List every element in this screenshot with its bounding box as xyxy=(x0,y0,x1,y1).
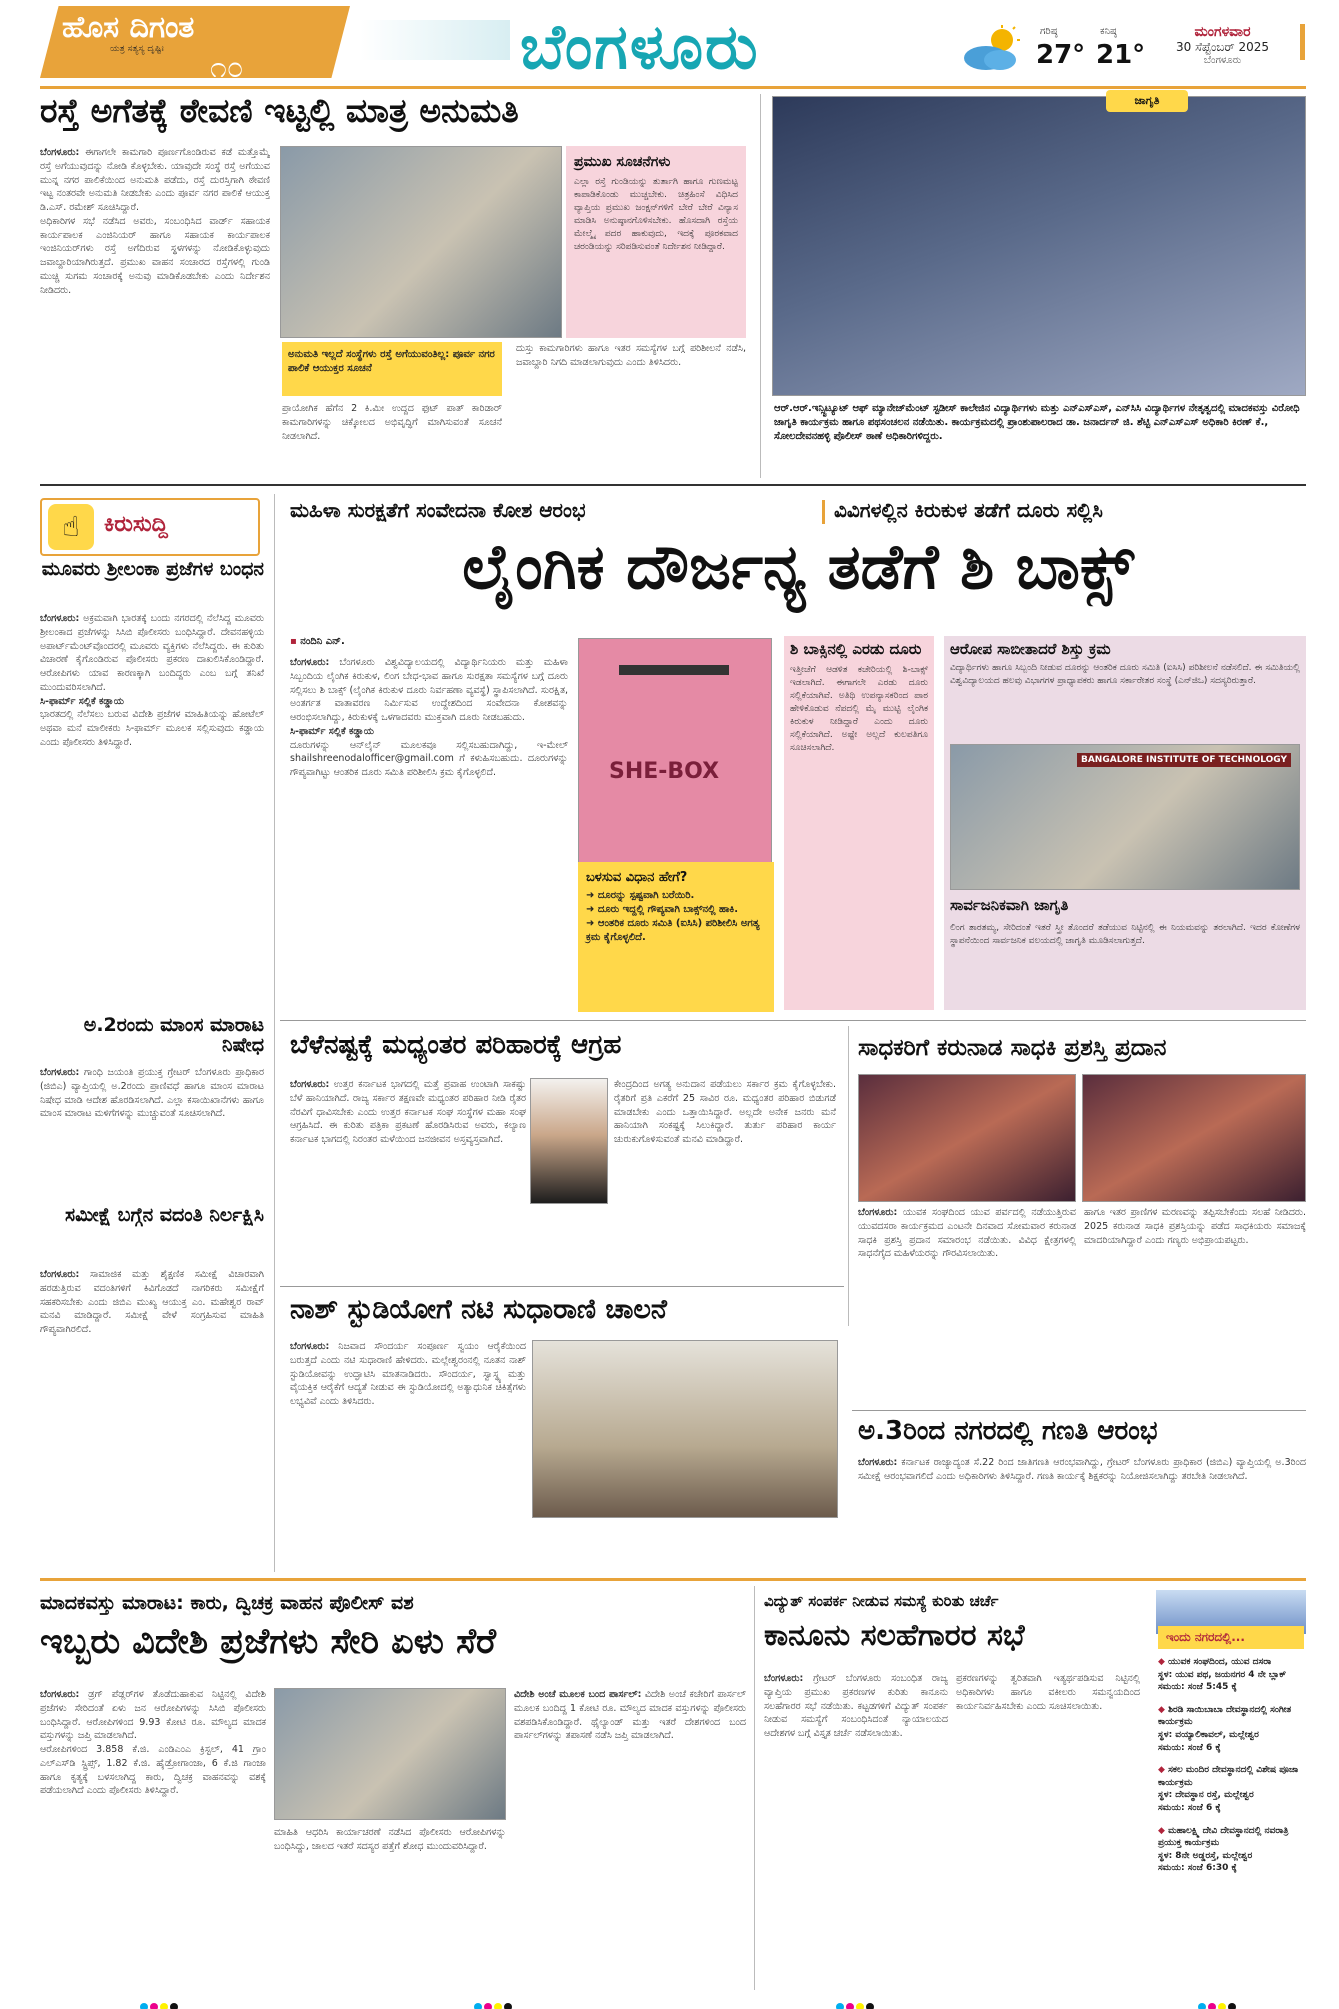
complaints-text: ಇತ್ತೀಚೆಗೆ ಆಡಳಿತ ಕಚೇರಿಯಲ್ಲಿ ಶಿ-ಬಾಕ್ಸ್ ಇಡಲಾಗಿದೆ. ಈಗಾಗಲೇ ಎರಡು ದೂರು ಸಲ್ಲಿಕೆಯಾಗಿವೆ. ಅತಿಥಿ ಉಪನ್ಯಾಸಕರಿಂದ ಪಾಠ ಹೇಳಿಕೊಡುವ ನೆಪದಲ್ಲಿ ಮೈ ಮುಟ್ಟಿ ಲೈಂಗಿಕ ಕಿರುಕುಳ ನೀಡಿದ್ದಾರೆ ಎಂದು ದೂರು ಸಲ್ಲಿಕೆಯಾಗಿದೆ. ಅಷ್ಟೇ ಅಲ್ಲದೆ ಕುಲಪತಿಗೂ ಸೂಚಿಸಲಾಗಿದೆ. xyxy=(790,664,928,754)
kiru-item2-dateline: ಬೆಂಗಳೂರು: xyxy=(40,1067,80,1078)
kiru-item3-body xyxy=(40,1268,264,1568)
event-place: ಸ್ಥಳ: 8ನೇ ಅಡ್ಡರಸ್ತೆ, ಮಲ್ಲೇಶ್ವರ xyxy=(1158,1850,1253,1861)
section-divider xyxy=(40,484,1306,486)
yellow-dot xyxy=(856,2003,864,2009)
paper-name: ಹೊಸ ದಿಗಂತ xyxy=(62,10,195,45)
shebox-dateline: ಬೆಂಗಳೂರು: xyxy=(290,657,330,668)
weekday: ಮಂಗಳವಾರ xyxy=(1194,24,1251,40)
event-time: ಸಮಯ: ಸಂಜೆ 5:45 ಕ್ಕೆ xyxy=(1158,1682,1237,1693)
shebox-complaints-box xyxy=(784,636,934,1010)
hand-icon: ☝ xyxy=(48,504,94,550)
census-text-1: ಕರ್ನಾಟಕ ರಾಜ್ಯಾದ್ಯಂತ ಸೆ.22 ರಿಂದ ಜಾತಿಗಣತಿ ಆರಂಭವಾಗಿದ್ದು, ಗ್ರೇಟರ್ ಬೆಂಗಳೂರು ಪ್ರಾಧಿಕಾರ (ಜಿಬಿಎ) ವ್ಯಾಪ್ತಿಯಲ್ಲಿ ಅ.3ರಿಂದ ಸಮೀಕ್ಷೆ ಆರಂಭವಾಗಲಿದೆ ಎಂದು ಅಧಿಕಾರಿಗಳು ತಿಳಿಸಿದ್ದಾರೆ. ಗಣತಿ ಕಾರ್ಯಕ್ಕೆ ಶಿಕ್ಷಕರನ್ನು ನಿಯೋಜಿಸಲಾಗಿದ್ದು ತರಬೇತಿ ನೀಡಲಾಗಿದೆ. xyxy=(858,1457,1306,1482)
how-item: ➜ ದೂರು ಇದ್ದಲ್ಲಿ ಗೌಪ್ಯವಾಗಿ ಬಾಕ್ಸ್‌ನಲ್ಲಿ ಹಾಕಿ. xyxy=(586,904,738,915)
shebox-body xyxy=(290,656,568,1016)
story1-text-1: ಈಗಾಗಲೇ ಕಾಮಗಾರಿ ಪೂರ್ಣಗೊಂಡಿರುವ ಕಡೆ ಮತ್ತೊಮ್ಮೆ ರಸ್ತೆ ಅಗೆಯುವುದನ್ನು ನೋಡಿ ಕೊಳ್ಳಬೇಕು. ಯಾವುದೇ ಸಂಸ್ಥೆ ರಸ್ತೆ ಅಗೆಯುವ ಮುನ್ನ ನಗರ ಪಾಲಿಕೆಯಿಂದ ಅನುಮತಿ ಪಡೆದು, ರಸ್ತೆ ದುರಸ್ತಿಗಾಗಿ ಠೇವಣಿ ಇಟ್ಟ ನಂತರವೇ ಅನುಮತಿ ನೀಡಬೇಕು ಎಂದು ಪೂರ್ವ ನಗರ ಪಾಲಿಕೆ ಆಯುಕ್ತ ಡಿ.ಎಸ್. ರಮೇಶ್ ಸೂಚಿಸಿದ್ದಾರೆ. xyxy=(40,147,270,214)
drugs-text-3: ಮಾಹಿತಿ ಆಧರಿಸಿ ಕಾರ್ಯಾಚರಣೆ ನಡೆಸಿದ ಪೊಲೀಸರು ಆರೋಪಿಗಳನ್ನು ಬಂಧಿಸಿದ್ದು, ಜಾಲದ ಇತರೆ ಸದಸ್ಯರ ಪತ್ತೆಗೆ ಶೋಧ ಮುಂದುವರಿಸಿದ್ದಾರೆ. xyxy=(274,1827,506,1852)
nash-body xyxy=(290,1340,526,1574)
kiru-item1-sub: ಸಿ-ಫಾರ್ಮ್ ಸಲ್ಲಿಕೆ ಕಡ್ಡಾಯ xyxy=(40,695,124,707)
kiru-item2-head: ಅ.2ರಂದು ಮಾಂಸ ಮಾರಾಟ ನಿಷೇಧ xyxy=(83,1014,264,1056)
shebox-kicker-1: ಮಹಿಳಾ ಸುರಕ್ಷತೆಗೆ ಸಂವೇದನಾ ಕೋಶ ಆರಂಭ xyxy=(290,498,586,522)
how-item: ➜ ಆಂತರಿಕ ದೂರು ಸಮಿತಿ (ಐಸಿಸಿ) ಪರಿಶೀಲಿಸಿ ಅಗತ್ಯ ಕ್ರಮ ಕೈಗೊಳ್ಳಲಿದೆ. xyxy=(586,918,760,943)
event-item xyxy=(1158,1656,1306,1694)
drugs-text-2: ಆರೋಪಿಗಳಿಂದ 3.858 ಕೆ.ಜಿ. ಎಂಡಿಎಂಎ ಕ್ರಿಸ್ಟಲ್, 41 ಗ್ರಾಂ ಎಲ್‌ಎಸ್‌ಡಿ ಸ್ಟ್ರಿಪ್ಸ್, 1.82 ಕೆ.ಜಿ. ಹೈಡ್ರೋಗಾಂಜಾ, 6 ಕೆ.ಜಿ ಗಾಂಜಾ ಹಾಗೂ ಕೃತ್ಯಕ್ಕೆ ಬಳಸಲಾಗಿದ್ದ ಕಾರು, ದ್ವಿಚಕ್ರ ವಾಹನವನ್ನು ವಶಕ್ಕೆ ಪಡೆಯಲಾಗಿದೆ ಎಂದು ಪೊಲೀಸರು ತಿಳಿಸಿದ್ದಾರೆ. xyxy=(40,1744,266,1797)
award-photo-2 xyxy=(1082,1074,1306,1202)
story1-dateline: ಬೆಂಗಳೂರು: xyxy=(40,147,80,158)
column-divider xyxy=(848,1026,849,1326)
cyan-dot xyxy=(836,2003,844,2009)
kiru-item1-head: ಮೂವರು ಶ್ರೀಲಂಕಾ ಪ್ರಜೆಗಳ ಬಂಧನ xyxy=(41,558,264,580)
complaints-title: ಶಿ ಬಾಕ್ಸಿನಲ್ಲಿ ಎರಡು ದೂರು xyxy=(790,640,922,658)
award-text-1: ಯುವಕ ಸಂಘದಿಂದ ಯುವ ಪರ್ವದಲ್ಲಿ ನಡೆಯುತ್ತಿರುವ ಯುವದಸರಾ ಕಾರ್ಯಕ್ರಮದ ಎಂಟನೇ ದಿನವಾದ ಸೋಮವಾರ ಕರುನಾಡ ಸಾಧಕಿ ಪ್ರಶಸ್ತಿ ಪ್ರದಾನ ಸಮಾರಂಭ ನಡೆಯಿತು. ವಿವಿಧ ಕ್ಷೇತ್ರಗಳಲ್ಲಿ ಸಾಧನೆಗೈದ ಮಹಿಳೆಯರನ್ನು ಗೌರವಿಸಲಾಯಿತು. xyxy=(858,1207,1076,1260)
masthead-accent-bar xyxy=(1300,24,1305,60)
award-dateline: ಬೆಂಗಳೂರು: xyxy=(858,1207,898,1218)
kiru-item1-dateline: ಬೆಂಗಳೂರು: xyxy=(40,613,80,624)
max-temp-label: ಗರಿಷ್ಠ xyxy=(1040,26,1058,37)
today-events xyxy=(1158,1656,1306,1875)
event-place: ಸ್ಥಳ: ಯುವ ಪಥ, ಜಯನಗರ 4 ನೇ ಬ್ಲಾಕ್ xyxy=(1158,1669,1287,1680)
story1-notice-box xyxy=(566,146,746,338)
event-title xyxy=(1158,1704,1306,1729)
event-title-text: ಸಕಲ ಮಂದಿರ ದೇವಸ್ಥಾನದಲ್ಲಿ ವಿಶೇಷ ಪೂಜಾ ಕಾರ್ಯಕ್ರಮ xyxy=(1158,1765,1299,1788)
shebox-kicker-divider xyxy=(822,500,825,524)
kiru-item2-text: ಗಾಂಧಿ ಜಯಂತಿ ಪ್ರಯುಕ್ತ ಗ್ರೇಟರ್ ಬೆಂಗಳೂರು ಪ್ರಾಧಿಕಾರ (ಜಿಬಿಎ) ವ್ಯಾಪ್ತಿಯಲ್ಲಿ ಅ.2ರಂದು ಪ್ರಾಣಿವಧೆ ಹಾಗೂ ಮಾಂಸ ಮಾರಾಟ ನಿಷೇಧ ಮಾಡಿ ಆದೇಶ ಹೊರಡಿಸಲಾಗಿದೆ. ಎಲ್ಲಾ ಕಸಾಯಿಖಾನೆಗಳು ಹಾಗೂ ಮಾಂಸ ಮಾರಾಟ ಮಳಿಗೆಗಳನ್ನು ಮುಚ್ಚುವಂತೆ ಸೂಚಿಸಲಾಗಿದೆ. xyxy=(40,1067,264,1120)
kiru-item3-dateline: ಬೆಂಗಳೂರು: xyxy=(40,1269,80,1280)
event-bullet-icon: ◆ xyxy=(1158,1825,1169,1836)
yellow-dot xyxy=(494,2003,502,2009)
byline-marker: ▪ xyxy=(290,636,301,647)
edition-place: ಬೆಂಗಳೂರು xyxy=(1203,55,1242,66)
crop-loss-text-3: ಕೇಂದ್ರದಿಂದ ಅಗತ್ಯ ಅನುದಾನ ಪಡೆಯಲು ಸರ್ಕಾರ ಕ್ರಮ ಕೈಗೊಳ್ಳಬೇಕು. ರೈತರಿಗೆ ಪ್ರತಿ ಎಕರೆಗೆ 25 ಸಾವಿರ ರೂ. ಮಧ್ಯಂತರ ಪರಿಹಾರ ಬಿಡುಗಡೆ ಮಾಡಬೇಕು ಎಂದು ಒತ್ತಾಯಿಸಿದ್ದಾರೆ. xyxy=(614,1079,836,1118)
awareness-caption: ಆರ್.ಆರ್.ಇನ್ಸ್ಟಿಟ್ಯೂಟ್ ಆಫ್ ಮ್ಯಾನೇಜ್‌ಮೆಂಟ್ ಸ್ಟಡೀಸ್ ಕಾಲೇಜಿನ ವಿದ್ಯಾರ್ಥಿಗಳು ಮತ್ತು ಎನ್‌ಎಸ್‌ಎಸ್, ಎನ್‌ಸಿಸಿ ವಿದ್ಯಾರ್ಥಿಗಳ ನೇತೃತ್ವದಲ್ಲಿ ಮಾದಕವಸ್ತು ವಿರೋಧಿ ಜಾಗೃತಿ ಕಾರ್ಯಕ್ರಮ ಹಾಗೂ ಪಥಸಂಚಲನ ನಡೆಯಿತು. ಕಾರ್ಯಕ್ರಮದಲ್ಲಿ ಪ್ರಾಂಶುಪಾಲರಾದ ಡಾ. ಜನಾರ್ದನ್ ಜಿ. ಶೆಟ್ಟಿ ಎನ್‌ಎಸ್‌ಎಸ್ ಅಧಿಕಾರಿ ಕಿರಣ್ ಕೆ., ಸೋಲದೇವನಹಳ್ಳಿ ಪೊಲೀಸ್ ಠಾಣೆ ಅಧಿಕಾರಿಗಳಿದ್ದರು. xyxy=(774,403,1300,442)
masthead-band xyxy=(360,20,510,60)
kiru-item1-text: ಅಕ್ರಮವಾಗಿ ಭಾರತಕ್ಕೆ ಬಂದು ನಗರದಲ್ಲಿ ನೆಲೆಸಿದ್ದ ಮೂವರು ಶ್ರೀಲಂಕಾದ ಪ್ರಜೆಗಳನ್ನು ಸಿಸಿಬಿ ಪೊಲೀಸರು ಬಂಧಿಸಿದ್ದಾರೆ. ದೇವನಹಳ್ಳಿಯ ಅಪಾರ್ಟ್‌ಮೆಂಟ್‌ವೊಂದರಲ್ಲಿ ಮೂವರು ವ್ಯಕ್ತಿಗಳು ನೆಲೆಸಿದ್ದರು. ಈ ಕುರಿತು ವಿಚಾರಣೆ ಕೈಗೊಂಡಿರುವ ಪೊಲೀಸರು ಪ್ರಕರಣ ದಾಖಲಿಸಿಕೊಂಡಿದ್ದಾರೆ. ಆರೋಪಿಗಳು ಯಾವ ಕಾರಣಕ್ಕಾಗಿ ಬಂದಿದ್ದರು ಎಂಬ ಬಗ್ಗೆ ತನಿಖೆ ಮುಂದುವರಿಸಲಾಗಿದೆ. xyxy=(40,613,264,693)
power-headline: ಕಾನೂನು ಸಲಹೆಗಾರರ ಸಭೆ xyxy=(764,1618,1025,1653)
section-divider xyxy=(852,1410,1306,1411)
max-temp: 27° xyxy=(1036,40,1086,70)
print-registration-marks xyxy=(836,1996,876,2009)
yellow-dot xyxy=(1218,2003,1226,2009)
drugs-text-1: ಡ್ರಗ್ ಪೆಡ್ಲರ್‌ಗಳ ತೊಡೆದುಹಾಕುವ ನಿಟ್ಟಿನಲ್ಲಿ ವಿದೇಶಿ ಪ್ರಜೆಗಳು ಸೇರಿದಂತೆ ಏಳು ಜನ ಆರೋಪಿಗಳನ್ನು ಸಿಸಿಬಿ ಪೊಲೀಸರು ಬಂಧಿಸಿದ್ದಾರೆ. ಆರೋಪಿಗಳಿಂದ 9.93 ಕೋಟಿ ರೂ. ಮೌಲ್ಯದ ಮಾದಕ ವಸ್ತುಗಳನ್ನು ಜಪ್ತಿ ಮಾಡಲಾಗಿದೆ. xyxy=(40,1689,266,1742)
power-text-1: ಗ್ರೇಟರ್ ಬೆಂಗಳೂರು ಸಂಬಂಧಿತ ರಾಜ್ಯ ವ್ಯಾಪ್ತಿಯ ಪ್ರಮುಖ ಪ್ರಕರಣಗಳ ಕುರಿತು ಕಾನೂನು ಸಲಹೆಗಾರರ ಸಭೆ ನಡೆಯಿತು. ಕಟ್ಟಡಗಳಿಗೆ ವಿದ್ಯುತ್ ಸಂಪರ್ಕ ನೀಡುವ ಸಮಸ್ಯೆಗೆ ಸಂಬಂಧಿಸಿದಂತೆ ನ್ಯಾಯಾಲಯದ ಆದೇಶಗಳ ಬಗ್ಗೆ ವಿಸ್ತೃತ ಚರ್ಚೆ ನಡೆಸಲಾಯಿತು. xyxy=(764,1673,948,1740)
police-seizure-photo xyxy=(274,1688,506,1820)
event-title xyxy=(1158,1656,1306,1669)
column-divider xyxy=(760,94,761,478)
how-item-text: ದೂರು ಇದ್ದಲ್ಲಿ ಗೌಪ್ಯವಾಗಿ ಬಾಕ್ಸ್‌ನಲ್ಲಿ ಹಾಕಿ. xyxy=(597,904,738,915)
drugs-dateline: ಬೆಂಗಳೂರು: xyxy=(40,1689,80,1700)
story1-highlight xyxy=(282,342,502,396)
min-temp: 21° xyxy=(1096,40,1146,70)
paper-tagline: ಯತ್ರ ಸತ್ಯಸ್ಯ ದೃಷ್ಟಿಃ xyxy=(110,44,164,54)
public-awareness-title: ಸಾರ್ವಜನಿಕವಾಗಿ ಜಾಗೃತಿ xyxy=(950,896,1069,914)
print-registration-marks xyxy=(474,1996,514,2009)
black-dot xyxy=(1228,2003,1236,2009)
notice-box-text: ಎಲ್ಲಾ ರಸ್ತೆ ಗುಂಡಿಯನ್ನು ತುರ್ತಾಗಿ ಹಾಗೂ ಗುಣಮಟ್ಟ ಕಾಪಾಡಿಕೊಂಡು ಮುಚ್ಚಬೇಕು. ಚಿತ್ರಹಿಂಸೆ ವಿಧಿಸಿದ ವ್ಯಾಪ್ತಿಯ ಪ್ರಮುಖ ಜಂಕ್ಷನ್‌ಗಳಿಗೆ ಬೇರೆ ಬೇರೆ ವಿನ್ಯಾಸ ಮಾಡಿಸಿ ಅನುಷ್ಠಾನಗೊಳಿಸಬೇಕು. ಹೊಸದಾಗಿ ರಸ್ತೆಯ ಮೇಲ್ಮೈ ಪದರ ಹಾಕುವುದು, ಇದಕ್ಕೆ ಪೂರಕವಾದ ಚರಂಡಿಯನ್ನು ಸರಿಪಡಿಸುವಂತೆ ನಿರ್ದೇಶನ ನೀಡಿದ್ದಾರೆ. xyxy=(574,177,738,253)
event-place: ಸ್ಥಳ: ದೇವಸ್ಥಾನ ರಸ್ತೆ, ಮಲ್ಲೇಶ್ವರ xyxy=(1158,1790,1254,1801)
census-headline: ಅ.3ರಿಂದ ನಗರದಲ್ಲಿ ಗಣತಿ ಆರಂಭ xyxy=(858,1416,1158,1446)
crop-loss-dateline: ಬೆಂಗಳೂರು: xyxy=(290,1079,330,1090)
min-temp-label: ಕನಿಷ್ಠ xyxy=(1100,26,1117,37)
event-title xyxy=(1158,1764,1306,1789)
print-registration-marks xyxy=(140,1996,180,2009)
shebox-action-box xyxy=(944,636,1306,1010)
story1-headline: ರಸ್ತೆ ಅಗೆತಕ್ಕೆ ಠೇವಣಿ ಇಟ್ಟಲ್ಲಿ ಮಾತ್ರ ಅನುಮತಿ xyxy=(40,91,519,130)
shebox-kicker-2: ವಿವಿಗಳಲ್ಲಿನ ಕಿರುಕುಳ ತಡೆಗೆ ದೂರು ಸಲ್ಲಿಸಿ xyxy=(834,498,1103,522)
census-dateline: ಬೆಂಗಳೂರು: xyxy=(858,1457,898,1468)
section-divider xyxy=(280,1020,1306,1021)
magenta-dot xyxy=(1208,2003,1216,2009)
building-sign: BANGALORE INSTITUTE OF TECHNOLOGY xyxy=(1077,753,1291,767)
drugs-body-1 xyxy=(40,1688,266,1988)
shebox-byline-name: ನಂದಿನಿ ಎನ್. xyxy=(300,636,345,647)
event-title-text: ಮಹಾಲಕ್ಷ್ಮಿ ದೇವಿ ದೇವಸ್ಥಾನದಲ್ಲಿ ನವರಾತ್ರಿ ಪ್ರಯುಕ್ತ ಕಾರ್ಯಕ್ರಮ xyxy=(1158,1825,1289,1849)
black-dot xyxy=(504,2003,512,2009)
kiru-label: ಕಿರುಸುದ್ದಿ xyxy=(104,512,168,537)
today-label: ಇಂದು ನಗರದಲ್ಲಿ... xyxy=(1158,1626,1304,1649)
edition-number: ೧೦ xyxy=(210,50,244,85)
how-to-use-title: ಬಳಸುವ ವಿಧಾನ ಹೇಗೆ? xyxy=(586,870,688,885)
power-body-1 xyxy=(764,1672,948,1988)
event-time: ಸಮಯ: ಸಂಜೆ 6:30 ಕ್ಕೆ xyxy=(1158,1863,1237,1874)
cyan-dot xyxy=(140,2003,148,2009)
event-title-text: ಶಿರಡಿ ಸಾಯಿಬಾಬಾ ದೇವಸ್ಥಾನದಲ್ಲಿ ಸಂಗೀತ ಕಾರ್ಯಕ್ರಮ xyxy=(1158,1704,1292,1728)
politician-portrait xyxy=(530,1078,608,1204)
drugs-side-title: ವಿದೇಶಿ ಅಂಚೆ ಮೂಲಕ ಬಂದ ಪಾರ್ಸಲ್: xyxy=(514,1689,642,1700)
shebox-label: SHE-BOX xyxy=(609,759,720,784)
masthead xyxy=(0,0,1339,92)
black-dot xyxy=(866,2003,874,2009)
magenta-dot xyxy=(846,2003,854,2009)
kiru-item2-body xyxy=(40,1066,264,1200)
awareness-tag: ಜಾಗೃತಿ xyxy=(1106,90,1188,112)
yellow-dot xyxy=(160,2003,168,2009)
power-dateline: ಬೆಂಗಳೂರು: xyxy=(764,1673,804,1684)
shebox-photo xyxy=(578,638,772,874)
story1-text-3: ಪ್ರಾಯೋಗಿಕ ಹೆಗೆನ 2 ಕಿ.ಮೀ ಉದ್ದದ ಫುಟ್ ಪಾತ್ ಕಾರಿಡಾರ್ ಕಾಮಗಾರಿಗಳನ್ನು ಚಿಕ್ಕೋಲದ ಅಭಿವೃದ್ಧಿಗೆ ಮಾಗಿಸುವಂತೆ ಸೂಚನೆ ನೀಡಲಾಗಿದೆ. xyxy=(282,403,502,442)
drugs-headline: ಇಬ್ಬರು ವಿದೇಶಿ ಪ್ರಜೆಗಳು ಸೇರಿ ಏಳು ಸೆರೆ xyxy=(40,1622,496,1662)
print-registration-marks xyxy=(1198,1996,1238,2009)
event-bullet-icon: ◆ xyxy=(1158,1657,1169,1667)
award-photo-1 xyxy=(858,1074,1076,1202)
story1-text-4: ದುಸ್ತು ಕಾಮಗಾರಿಗಳು ಹಾಗೂ ಇತರ ಸಮಸ್ಯೆಗಳ ಬಗ್ಗೆ ಪರಿಶೀಲನೆ ನಡೆಸಿ, ಜವಾಬ್ದಾರಿ ನಿಗದಿ ಮಾಡಲಾಗುವುದು ಎಂದು ತಿಳಿಸಿದರು. xyxy=(516,343,746,368)
event-time: ಸಮಯ: ಸಂಜೆ 6 ಕ್ಕೆ xyxy=(1158,1802,1221,1813)
award-body-1 xyxy=(858,1206,1076,1406)
power-kicker: ವಿದ್ಯುತ್ ಸಂಪರ್ಕ ನೀಡುವ ಸಮಸ್ಯೆ ಕುರಿತು ಚರ್ಚೆ xyxy=(764,1592,999,1610)
action-text: ವಿದ್ಯಾರ್ಥಿಗಳು ಹಾಗೂ ಸಿಬ್ಬಂದಿ ನೀಡುವ ದೂರನ್ನು ಆಂತರಿಕ ದೂರು ಸಮಿತಿ (ಐಸಿಸಿ) ಪರಿಶೀಲನೆ ನಡೆಸಲಿದೆ. ಈ ಸಮಿತಿಯಲ್ಲಿ ವಿಶ್ವವಿದ್ಯಾಲಯದ ಹಲವು ವಿಭಾಗಗಳ ಪ್ರಾಧ್ಯಾಪಕರು ಹಾಗೂ ಸರ್ಕಾರೇತರ ಸಂಸ್ಥೆ (ಎನ್‌ಜಿಒ) ಸದಸ್ಯರಿರುತ್ತಾರೆ. xyxy=(950,662,1300,686)
event-place: ಸ್ಥಳ: ವಯ್ಯಾಲಿಕಾವಲ್, ಮಲ್ಲೇಶ್ವರ xyxy=(1158,1729,1259,1740)
event-bullet-icon: ◆ xyxy=(1158,1704,1169,1715)
top-rule xyxy=(40,86,1306,89)
event-title-text: ಯುವಕ ಸಂಘದಿಂದ, ಯುವ ದಸರಾ xyxy=(1168,1657,1272,1667)
awareness-photo xyxy=(772,96,1306,396)
how-item-text: ದೂರನ್ನು ಸ್ಪಷ್ಟವಾಗಿ ಬರೆಯಿರಿ. xyxy=(597,890,695,901)
magenta-dot xyxy=(484,2003,492,2009)
shebox-byline xyxy=(290,636,345,647)
crop-loss-headline: ಬೆಳೆನಷ್ಟಕ್ಕೆ ಮಧ್ಯಂತರ ಪರಿಹಾರಕ್ಕೆ ಆಗ್ರಹ xyxy=(290,1030,622,1060)
event-bullet-icon: ◆ xyxy=(1158,1765,1169,1776)
story1-column-1 xyxy=(40,146,270,466)
event-title xyxy=(1158,1825,1306,1850)
nash-dateline: ಬೆಂಗಳೂರು: xyxy=(290,1341,330,1352)
bottom-section-rule xyxy=(40,1578,1306,1581)
partly-cloudy-icon xyxy=(958,24,1028,74)
how-item-text: ಆಂತರಿಕ ದೂರು ಸಮಿತಿ (ಐಸಿಸಿ) ಪರಿಶೀಲಿಸಿ ಅಗತ್ಯ ಕ್ರಮ ಕೈಗೊಳ್ಳಲಿದೆ. xyxy=(586,918,760,943)
story1-text-2: ಅಧಿಕಾರಿಗಳ ಸಭೆ ನಡೆಸಿದ ಅವರು, ಸಂಬಂಧಿಸಿದ ವಾರ್ಡ್ ಸಹಾಯಕ ಕಾರ್ಯಪಾಲಕ ಎಂಜಿನಿಯರ್ ಹಾಗೂ ಸಹಾಯಕ ಕಾರ್ಯಪಾಲಕ ಇಂಜಿನಿಯರ್‌ಗಳು ರಸ್ತೆ ಅಗೆದಿರುವ ಸ್ಥಳಗಳನ್ನು ನೋಡಿಕೊಳ್ಳುವುದು ಜವಾಬ್ದಾರಿಯಾಗಿರುತ್ತದೆ. ಪ್ರಮುಖ ವಾಹನ ಸಂಚಾರದ ರಸ್ತೆಗಳಲ್ಲಿ ಗುಂಡಿ ಮುಚ್ಚಿ ಸುಗಮ ಸಂಚಾರಕ್ಕೆ ಅನುವು ಮಾಡಿಕೊಡಬೇಕು ಎಂದು ನಿರ್ದೇಶನ ನೀಡಿದರು. xyxy=(40,215,270,296)
event-item xyxy=(1158,1704,1306,1754)
how-item: ➜ ದೂರನ್ನು ಸ್ಪಷ್ಟವಾಗಿ ಬರೆಯಿರಿ. xyxy=(586,890,695,901)
crop-loss-text-1: ಉತ್ತರ ಕರ್ನಾಟಕ ಭಾಗದಲ್ಲಿ ಮತ್ತೆ ಪ್ರವಾಹ ಉಂಟಾಗಿ ಸಾಕಷ್ಟು ಬೆಳೆ ಹಾನಿಯಾಗಿದೆ. ರಾಜ್ಯ ಸರ್ಕಾರ ತಕ್ಷಣವೇ ಮಧ್ಯಂತರ ಪರಿಹಾರ ನೀಡಿ ರೈತರ ನೆರವಿಗೆ ಧಾವಿಸಬೇಕು ಎಂದು ಉತ್ತರ ಕರ್ನಾಟಕ ಸಂಘ ಸಂಸ್ಥೆಗಳ ಮಹಾ ಸಂಘ ಆಗ್ರಹಿಸಿದೆ. xyxy=(290,1079,526,1132)
shebox-text-1: ಬೆಂಗಳೂರು ವಿಶ್ವವಿದ್ಯಾಲಯದಲ್ಲಿ ವಿದ್ಯಾರ್ಥಿನಿಯರು ಮತ್ತು ಮಹಿಳಾ ಸಿಬ್ಬಂದಿಯ ಲೈಂಗಿಕ ಕಿರುಕುಳ, ಲಿಂಗ ಬೇಧ-ಭಾವ ಹಾಗೂ ಸುರಕ್ಷತಾ ಸಮಸ್ಯೆಗಳ ಬಗ್ಗೆ ದೂರು ಸಲ್ಲಿಸಲು ಶಿ ಬಾಕ್ಸ್ (ಲೈಂಗಿಕ ಕಿರುಕುಳ ದೂರು ನಿರ್ವಹಣಾ ವ್ಯವಸ್ಥೆ) ಸ್ಥಾಪಿಸಲಾಗಿದೆ. ಸುರಕ್ಷಿತ, ಅಂತರ್ಗತ ವಾತಾವರಣ ನಿರ್ಮಿಸುವ ಉದ್ದೇಶದಿಂದ ಸಂವೇದನಾ ಕೋಶವನ್ನು ಆರಂಭಿಸಲಾಗಿದ್ದು, ಕಿರುಕುಳಕ್ಕೆ ಒಳಗಾದವರು ಮುಕ್ತವಾಗಿ ದೂರು ನೀಡಬಹುದು. xyxy=(290,657,568,724)
event-item xyxy=(1158,1825,1306,1875)
crop-loss-body-1 xyxy=(290,1078,526,1222)
column-divider xyxy=(274,494,275,1572)
garbage-photo xyxy=(280,146,562,338)
drugs-side xyxy=(514,1688,746,1988)
public-awareness-text: ಲಿಂಗ ತಾರತಮ್ಯ, ಸೇರಿದಂತೆ ಇತರೆ ಸ್ತ್ರೀ ತೊಂದರೆ ತಡೆಯುವ ನಿಟ್ಟಿನಲ್ಲಿ ಈ ನಿಯಮವನ್ನು ತರಲಾಗಿದೆ. ಇದರ ಕೋಣೆಗಳ ಸ್ಥಾಪನೆಯಿಂದ ಸಾರ್ವಜನಿಕ ವಲಯದಲ್ಲಿ ಜಾಗೃತಿ ಮೂಡಿಸಲಾಗುತ್ತದೆ. xyxy=(950,923,1300,947)
action-title: ಆರೋಪ ಸಾಬೀತಾದರೆ ಶಿಸ್ತು ಕ್ರಮ xyxy=(950,640,1111,658)
kiru-item3-text: ಸಾಮಾಜಿಕ ಮತ್ತು ಶೈಕ್ಷಣಿಕ ಸಮೀಕ್ಷೆ ವಿಚಾರವಾಗಿ ಹರಡುತ್ತಿರುವ ವದಂತಿಗಳಿಗೆ ಕಿವಿಗೊಡದೆ ನಾಗರಿಕರು ಸಮೀಕ್ಷೆಗೆ ಸಹಕರಿಸಬೇಕು ಎಂದು ಜಿಬಿಎ ಮುಖ್ಯ ಆಯುಕ್ತ ಎಂ. ಮಹೇಶ್ವರ ರಾವ್ ಮನವಿ ಮಾಡಿದ್ದಾರೆ. ಸಮೀಕ್ಷೆ ವೇಳೆ ಸಂಗ್ರಹಿಸುವ ಮಾಹಿತಿ ಗೌಪ್ಯವಾಗಿರಲಿದೆ. xyxy=(40,1269,264,1336)
power-text-2: ಪ್ರಕರಣಗಳನ್ನು ತ್ವರಿತವಾಗಿ ಇತ್ಯರ್ಥಪಡಿಸುವ ನಿಟ್ಟಿನಲ್ಲಿ ಅಧಿಕಾರಿಗಳು ಹಾಗೂ ವಕೀಲರು ಸಮನ್ವಯದಿಂದ ಕಾರ್ಯನಿರ್ವಹಿಸಬೇಕು ಎಂದು ಸೂಚಿಸಲಾಯಿತು. xyxy=(956,1673,1140,1712)
shebox-headline: ಲೈಂಗಿಕ ದೌರ್ಜನ್ಯ ತಡೆಗೆ ಶಿ ಬಾಕ್ಸ್ xyxy=(462,530,1134,603)
nash-group-photo xyxy=(532,1340,838,1518)
section-divider xyxy=(280,1286,844,1287)
cyan-dot xyxy=(1198,2003,1206,2009)
how-to-use-box xyxy=(578,862,774,1012)
crop-loss-text-2: ಈ ಕುರಿತು ಪತ್ರಿಕಾ ಪ್ರಕಟಣೆ ಹೊರಡಿಸಿರುವ ಅವರು, ಕಲ್ಯಾಣ ಕರ್ನಾಟಕ ಭಾಗದಲ್ಲಿ ನಿರಂತರ ಮಳೆಯಿಂದ ಜನಜೀವನ ಅಸ್ತವ್ಯಸ್ತವಾಗಿದೆ. xyxy=(290,1120,526,1146)
nash-headline: ನಾಶ್ ಸ್ಟುಡಿಯೋಗೆ ನಟಿ ಸುಧಾರಾಣಿ ಚಾಲನೆ xyxy=(290,1294,667,1325)
cyan-dot xyxy=(474,2003,482,2009)
event-time: ಸಮಯ: ಸಂಜೆ 6 ಕ್ಕೆ xyxy=(1158,1742,1221,1753)
kiru-item1-body xyxy=(40,612,264,1010)
date-box xyxy=(1140,24,1305,84)
shebox-subhead: ಸಿ-ಫಾರ್ಮ್ ಸಲ್ಲಿಕೆ ಕಡ್ಡಾಯ xyxy=(290,725,374,737)
institute-building-photo xyxy=(950,744,1300,890)
notice-box-title: ಪ್ರಮುಖ ಸೂಚನೆಗಳು xyxy=(574,154,671,170)
drugs-side-text: ವಿದೇಶಿ ಅಂಚೆ ಕಚೇರಿಗೆ ಪಾರ್ಸಲ್ ಮೂಲಕ ಬಂದಿದ್ದ 1 ಕೋಟಿ ರೂ. ಮೌಲ್ಯದ ಮಾದಕ ವಸ್ತುಗಳನ್ನು ಪೊಲೀಸರು ವಶಪಡಿಸಿಕೊಂಡಿದ್ದಾರೆ. ಥೈಲ್ಯಾಂಡ್ ಮತ್ತು ಇತರೆ ದೇಶಗಳಿಂದ ಬಂದ ಪಾರ್ಸಲ್‌ಗಳನ್ನು ತಪಾಸಣೆ ನಡೆಸಿ ಜಪ್ತಿ ಮಾಡಲಾಗಿದೆ. xyxy=(514,1689,746,1742)
award-headline: ಸಾಧಕರಿಗೆ ಕರುನಾಡ ಸಾಧಕಿ ಪ್ರಶಸ್ತಿ ಪ್ರದಾನ xyxy=(858,1035,1167,1061)
column-divider xyxy=(754,1586,755,1990)
nash-text-1: ನಿಜವಾದ ಸೌಂದರ್ಯ ಸಂಪೂರ್ಣ ಸ್ವಯಂ ಆರೈಕೆಯಿಂದ ಬರುತ್ತದೆ ಎಂದು ನಟಿ ಸುಧಾರಾಣಿ ಹೇಳಿದರು. ಮಲ್ಲೇಶ್ವರಂನಲ್ಲಿ ನೂತನ ನಾಶ್ ಸ್ಟುಡಿಯೋವನ್ನು ಉದ್ಘಾಟಿಸಿ ಮಾತನಾಡಿದರು. ಸೌಂದರ್ಯ, ಸ್ವಾಸ್ಥ್ಯ ಮತ್ತು ವೈಯಕ್ತಿಕ ಆರೈಕೆಗೆ ಆದ್ಯತೆ ನೀಡುವ ಈ ಸ್ಟುಡಿಯೋದಲ್ಲಿ ಅತ್ಯಾಧುನಿಕ ಚಿಕಿತ್ಸೆಗಳು ಲಭ್ಯವಿವೆ ಎಂದು ತಿಳಿಸಿದರು. xyxy=(290,1341,526,1408)
black-dot xyxy=(170,2003,178,2009)
city-title: ಬೆಂಗಳೂರು xyxy=(520,10,760,83)
drugs-kicker: ಮಾದಕವಸ್ತು ಮಾರಾಟ: ಕಾರು, ದ್ವಿಚಕ್ರ ವಾಹನ ಪೊಲೀಸ್ ವಶ xyxy=(40,1592,414,1614)
crop-loss-body-2 xyxy=(614,1078,836,1222)
crop-loss-text-4: ಅಲ್ಲದೇ ಅನೇಕ ಜನರು ಮನೆ ಹಾನಿಯಾಗಿ ಸಂಕಷ್ಟಕ್ಕೆ ಸಿಲುಕಿದ್ದಾರೆ. ತುರ್ತು ಪರಿಹಾರ ಕಾರ್ಯ ಚುರುಕುಗೊಳಿಸುವಂತೆ ಮನವಿ ಮಾಡಿದ್ದಾರೆ. xyxy=(614,1106,836,1146)
award-body-2: ಹಾಗೂ ಇತರ ಪ್ರಾಣಿಗಳ ಮರಣವನ್ನು ತಪ್ಪಿಸಬೇಕೆಂದು ಸಲಹೆ ನೀಡಿದರು. 2025 ಕರುನಾಡ ಸಾಧಕಿ ಪ್ರಶಸ್ತಿಯನ್ನು ಪಡೆದ ಸಾಧಕಿಯರು ಸಮಾಜಕ್ಕೆ ಮಾದರಿಯಾಗಿದ್ದಾರೆ ಎಂದು ಗಣ್ಯರು ಅಭಿಪ್ರಾಯಪಟ್ಟರು. xyxy=(1084,1207,1306,1246)
highlight-text: ಅನುಮತಿ ಇಲ್ಲದೆ ಸಂಸ್ಥೆಗಳು ರಸ್ತೆ ಅಗೆಯುವಂತಿಲ್ಲ: ಪೂರ್ವ ನಗರ ಪಾಲಿಕೆ ಆಯುಕ್ತರ ಸೂಚನೆ xyxy=(288,349,495,374)
issue-date: 30 ಸೆಪ್ಟೆಂಬರ್ 2025 xyxy=(1175,40,1269,54)
event-item xyxy=(1158,1764,1306,1814)
census-body xyxy=(858,1456,1306,1574)
kiru-item1-text-2: ಭಾರತದಲ್ಲಿ ನೆಲೆಸಲು ಬರುವ ವಿದೇಶಿ ಪ್ರಜೆಗಳ ಮಾಹಿತಿಯನ್ನು ಹೋಟೆಲ್ ಅಥವಾ ಮನೆ ಮಾಲೀಕರು ಸಿ-ಫಾರ್ಮ್ ಮೂಲಕ ಸಲ್ಲಿಸುವುದು ಕಡ್ಡಾಯ ಎಂದು ಪೊಲೀಸರು ತಿಳಿಸಿದ್ದಾರೆ. xyxy=(40,709,264,748)
magenta-dot xyxy=(150,2003,158,2009)
kiru-item3-head: ಸಮೀಕ್ಷೆ ಬಗ್ಗೆನ ವದಂತಿ ನಿರ್ಲಕ್ಷಿಸಿ xyxy=(65,1204,264,1226)
shebox-slot xyxy=(619,665,729,675)
shebox-text-2: ದೂರುಗಳನ್ನು ಆನ್‌ಲೈನ್ ಮೂಲಕವೂ ಸಲ್ಲಿಸಬಹುದಾಗಿದ್ದು, ಇ-ಮೇಲ್ shailshreenodalofficer@gmail.com ಗೆ ಕಳುಹಿಸಬಹುದು. ದೂರುಗಳನ್ನು ಗೌಪ್ಯವಾಗಿಟ್ಟು ಆಂತರಿಕ ದೂರು ಸಮಿತಿ ಪರಿಶೀಲಿಸಿ ಕ್ರಮ ಕೈಗೊಳ್ಳಲಿದೆ. xyxy=(290,739,568,779)
